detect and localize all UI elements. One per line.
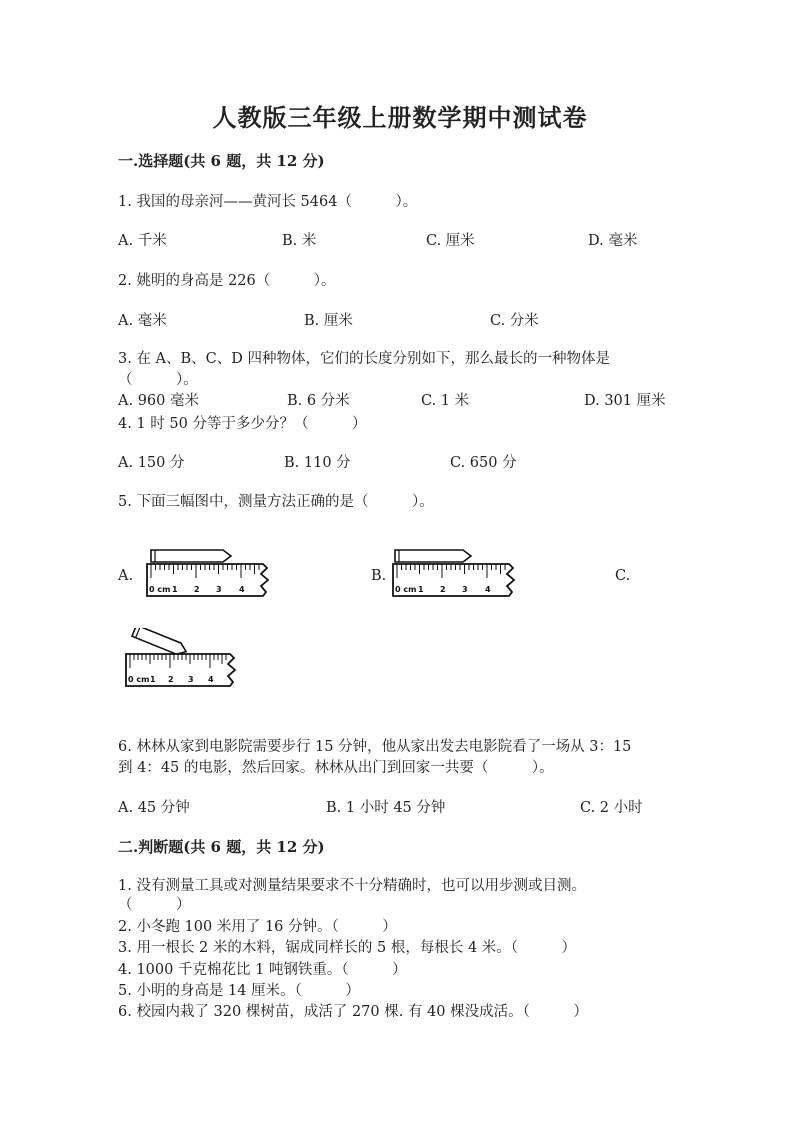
q3-option-c: C. 1 米 <box>421 393 470 409</box>
question-1: 1. 我国的母亲河——黄河长 5464（ ）。 <box>118 194 418 210</box>
ruler-c-label-1: 1 <box>150 675 156 684</box>
ruler-b-label-2: 2 <box>440 585 446 594</box>
pencil-a <box>151 550 231 562</box>
ruler-b-label-0: 0 cm <box>395 585 417 594</box>
q4-option-b: B. 110 分 <box>284 455 351 471</box>
q1-option-b: B. 米 <box>282 233 317 249</box>
ruler-a-label-1: 1 <box>172 585 178 594</box>
ruler-c-label-3: 3 <box>188 675 194 684</box>
section-heading-choice: 一.选择题(共 6 题，共 12 分) <box>118 152 325 170</box>
judgement-1-blank: （ ） <box>118 897 191 913</box>
q5-option-a: A. <box>118 568 134 584</box>
q6-option-b: B. 1 小时 45 分钟 <box>326 800 446 816</box>
question-6-line1: 6. 林林从家到电影院需要步行 15 分钟，他从家出发去电影院看了一场从 3：15 <box>118 739 632 755</box>
ruler-b-label-1: 1 <box>418 585 424 594</box>
q1-option-a: A. 千米 <box>118 233 167 249</box>
question-3-line1: 3. 在 A、B、C、D 四种物体，它们的长度分别如下，那么最长的一种物体是 <box>118 351 611 367</box>
q2-option-b: B. 厘米 <box>304 313 353 329</box>
ruler-b-label-4: 4 <box>485 585 491 594</box>
ruler-a-label-0: 0 cm <box>149 585 171 594</box>
judgement-6: 6. 校园内栽了 320 棵树苗，成活了 270 棵. 有 40 棵没成活。（ ） <box>118 1004 588 1020</box>
q5-option-c: C. <box>615 568 631 584</box>
question-2: 2. 姚明的身高是 226（ ）。 <box>118 273 336 289</box>
judgement-3: 3. 用一根长 2 米的木料，锯成同样长的 5 根，每根长 4 米。（ ） <box>118 940 577 956</box>
question-5: 5. 下面三幅图中，测量方法正确的是（ ）。 <box>118 494 434 510</box>
q1-option-d: D. 毫米 <box>588 233 638 249</box>
judgement-1: 1. 没有测量工具或对测量结果要求不十分精确时，也可以用步测或目测。 <box>118 878 586 894</box>
ruler-b-label-3: 3 <box>462 585 468 594</box>
q2-option-c: C. 分米 <box>490 313 539 329</box>
pencil-c <box>132 628 188 657</box>
judgement-2: 2. 小冬跑 100 米用了 16 分钟。（ ） <box>118 919 397 935</box>
question-4: 4. 1 时 50 分等于多少分？（ ） <box>118 416 367 432</box>
ruler-figure-c <box>122 628 240 692</box>
q3-option-b: B. 6 分米 <box>287 393 350 409</box>
q3-option-a: A. 960 毫米 <box>118 393 199 409</box>
ruler-a-label-3: 3 <box>216 585 222 594</box>
ruler-figure-a <box>145 546 273 602</box>
pencil-b <box>395 550 471 562</box>
question-6-line2: 到 4：45 的电影，然后回家。林林从出门到回家一共要（ ）。 <box>118 760 554 776</box>
ruler-c-label-4: 4 <box>208 675 214 684</box>
q3-option-d: D. 301 厘米 <box>584 393 666 409</box>
q6-option-a: A. 45 分钟 <box>118 800 190 816</box>
ruler-a-label-2: 2 <box>194 585 200 594</box>
ruler-c-label-2: 2 <box>168 675 174 684</box>
question-3-line2: （ ）。 <box>118 372 198 388</box>
q2-option-a: A. 毫米 <box>118 313 167 329</box>
ruler-a-label-4: 4 <box>239 585 245 594</box>
q1-option-c: C. 厘米 <box>426 233 475 249</box>
q5-option-b: B. <box>371 568 387 584</box>
judgement-5: 5. 小明的身高是 14 厘米。（ ） <box>118 983 360 999</box>
ruler-figure-b <box>391 546 519 602</box>
q4-option-a: A. 150 分 <box>118 455 185 471</box>
q6-option-c: C. 2 小时 <box>580 800 643 816</box>
ruler-c-label-0: 0 cm <box>128 675 150 684</box>
section-heading-judgement: 二.判断题(共 6 题，共 12 分) <box>118 838 325 856</box>
page-title: 人教版三年级上册数学期中测试卷 <box>212 103 588 132</box>
judgement-4: 4. 1000 千克棉花比 1 吨钢铁重。（ ） <box>118 962 407 978</box>
q4-option-c: C. 650 分 <box>450 455 517 471</box>
